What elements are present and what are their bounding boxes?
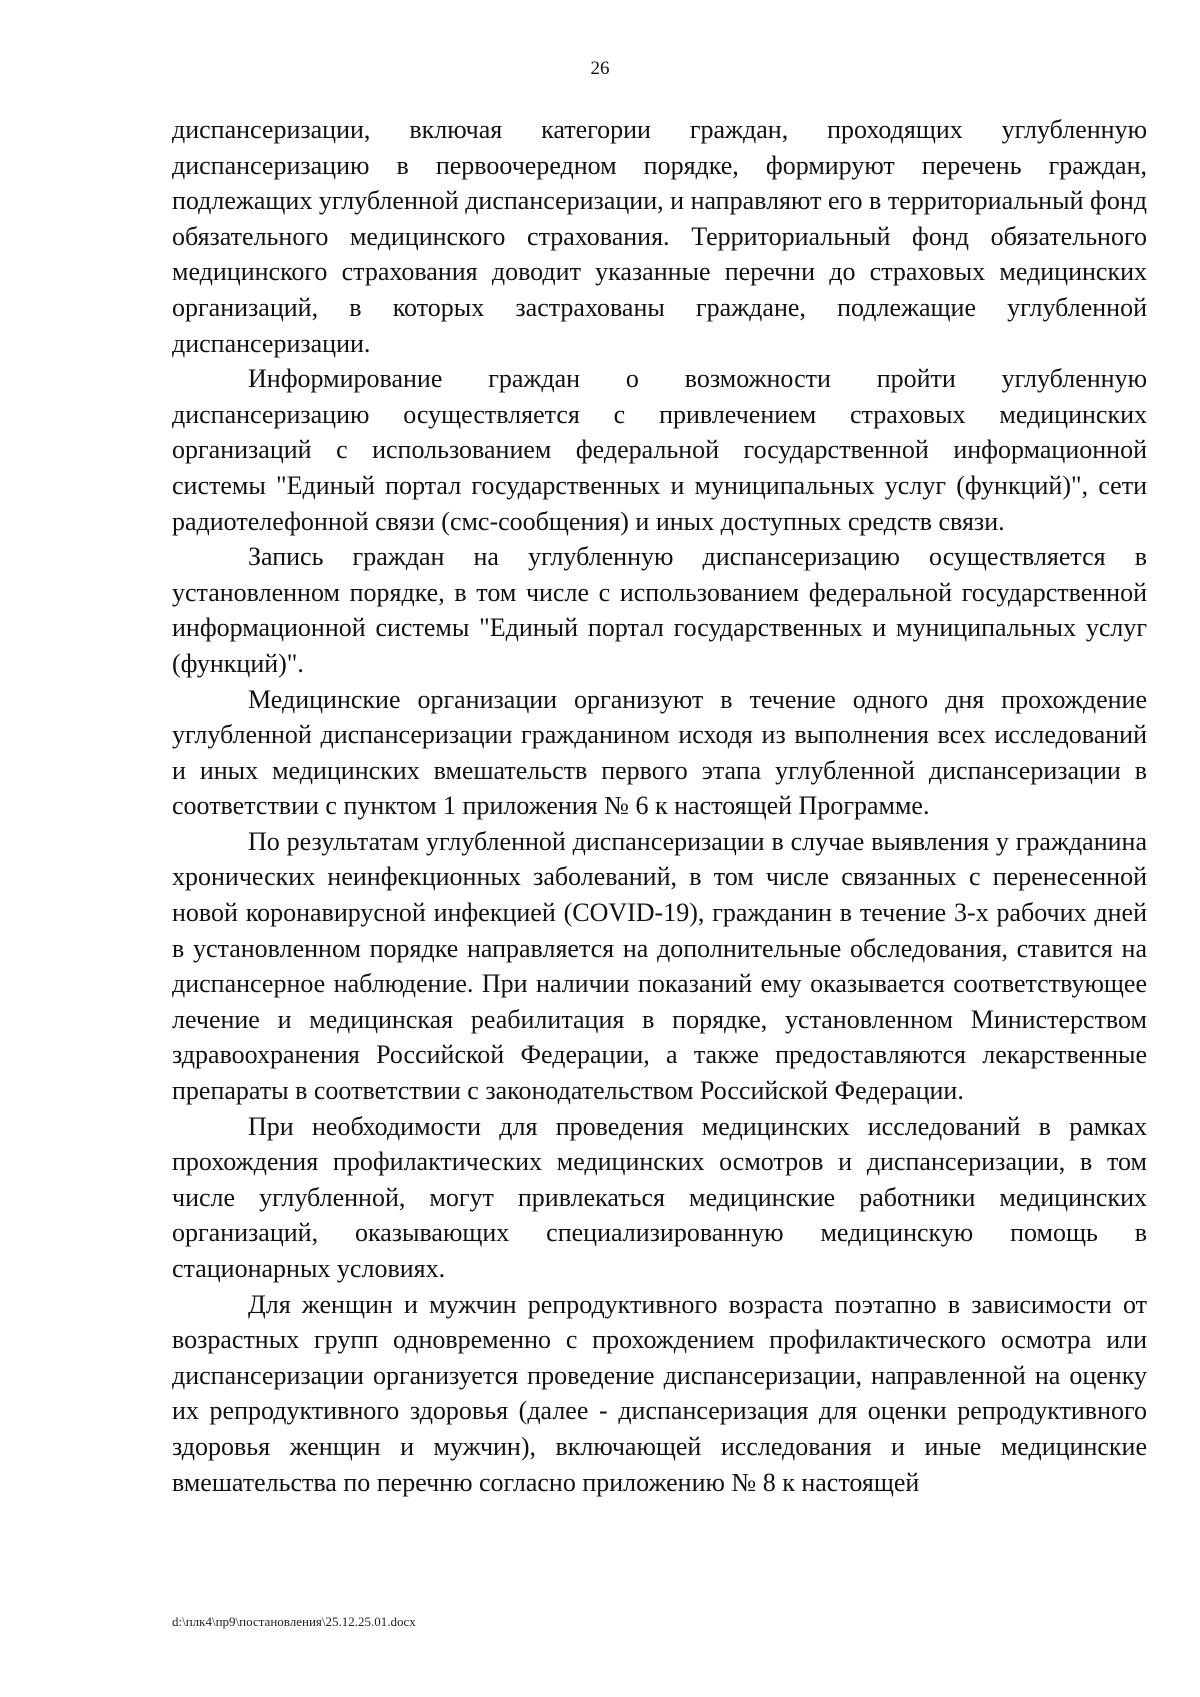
page-number: 26 — [590, 58, 610, 79]
document-body — [172, 112, 1147, 1500]
paragraph-continuation: диспансеризации, включая категории граждан, проходящих углубленную диспансеризацию в первоочередном порядке, формируют перечень граждан, подлежащих углубленной диспансеризации, и направляют его в территориальный фонд обязательного медицинского страхования. Территориальный фонд обязательного медицинского страхования доводит указанные перечни до страховых медицинских организаций, в которых застрахованы граждане, подлежащие углубленной диспансеризации. — [172, 115, 1147, 358]
file-path-footer: d:\плк4\пр9\постановления\25.12.25.01.docx — [172, 1614, 416, 1629]
paragraph-specialists: При необходимости для проведения медицинских исследований в рамках прохождения профилактических медицинских осмотров и диспансеризации, в том числе углубленной, могут привлекаться медицинские работники медицинских организаций, оказывающих специализированную медицинскую помощь в стационарных условиях. — [172, 1111, 1147, 1283]
paragraph-one-day: Медицинские организации организуют в течение одного дня прохождение углубленной диспансеризации гражданином исходя из выполнения всех исследований и иных медицинских вмешательств первого этапа углубленной диспансеризации в соответствии с пунктом 1 приложения № 6 к настоящей Программе. — [172, 684, 1147, 821]
paragraph-results: По результатам углубленной диспансеризации в случае выявления у гражданина хронических неинфекционных заболеваний, в том числе связанных с перенесенной новой коронавирусной инфекцией (COVID-19), гражданин в течение 3-х рабочих дней в установленном порядке направляется на дополнительные обследования, ставится на диспансерное наблюдение. При наличии показаний ему оказывается соответствующее лечение и медицинская реабилитация в порядке, установленном Министерством здравоохранения Российской Федерации, а также предоставляются лекарственные препараты в соответствии с законодательством Российской Федерации. — [172, 826, 1147, 1106]
paragraph-registration: Запись граждан на углубленную диспансеризацию осуществляется в установленном порядке, в том числе с использованием федеральной государственной информационной системы "Единый портал государственных и муниципальных услуг (функций)". — [172, 542, 1147, 678]
paragraph-reproductive: Для женщин и мужчин репродуктивного возраста поэтапно в зависимости от возрастных групп одновременно с прохождением профилактического осмотра или диспансеризации организуется проведение диспансеризации, направленной на оценку их репродуктивного здоровья (далее - диспансеризация для оценки репродуктивного здоровья женщин и мужчин), включающей исследования и иные медицинские вмешательства по перечню согласно приложению № 8 к настоящей — [172, 1289, 1147, 1497]
paragraph-informing: Информирование граждан о возможности пройти углубленную диспансеризацию осуществляется с привлечением страховых медицинских организаций с использованием федеральной государственной информационной системы "Единый портал государственных и муниципальных услуг (функций)", сети радиотелефонной связи (смс-сообщения) и иных доступных средств связи. — [172, 364, 1147, 536]
